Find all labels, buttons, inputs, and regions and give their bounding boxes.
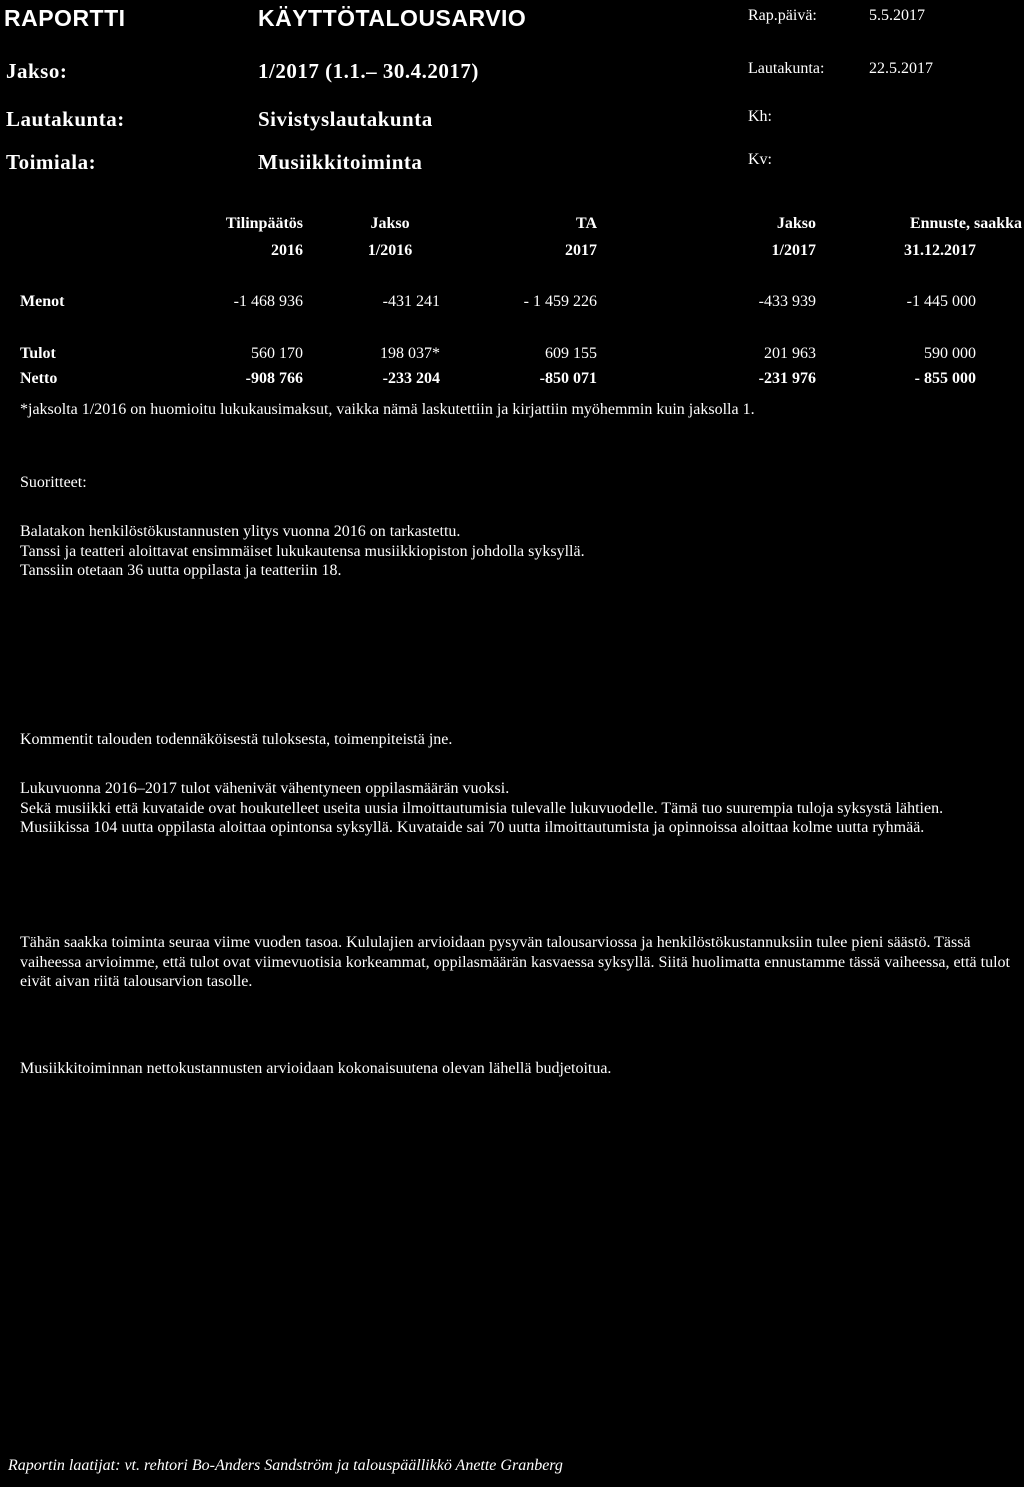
col-header-4-line1: Jakso xyxy=(776,215,816,232)
meta-lautakunta-label: Lautakunta: xyxy=(748,60,825,77)
col-header-2-line1: Jakso xyxy=(370,215,410,232)
toimiala-value: Musiikkitoiminta xyxy=(258,150,423,174)
rap-paiva-value: 5.5.2017 xyxy=(869,7,925,24)
lautakunta-label: Lautakunta: xyxy=(6,107,125,131)
report-authors: Raportin laatijat: vt. rehtori Bo-Anders Sandström ja talouspäällikkö Anette Granberg xyxy=(8,1457,563,1474)
table-footnote: *jaksolta 1/2016 on huomioitu lukukausimaksut, vaikka nämä laskutettiin ja kirjattiin myöhemmin kuin jaksolla 1. xyxy=(20,401,755,418)
jakso-label: Jakso: xyxy=(6,59,68,83)
table-cell: 560 170 xyxy=(251,345,303,362)
table-cell: -433 939 xyxy=(758,293,816,310)
report-type: KÄYTTÖTALOUSARVIO xyxy=(258,5,527,31)
col-header-5-line2: 31.12.2017 xyxy=(904,242,976,259)
report-label: RAPORTTI xyxy=(4,5,126,31)
kommentit-heading: Kommentit talouden todennäköisestä tuloksesta, toimenpiteistä jne. xyxy=(20,731,453,748)
table-cell: 609 155 xyxy=(545,345,597,362)
col-header-3-line2: 2017 xyxy=(565,242,597,259)
kv-label: Kv: xyxy=(748,151,772,168)
table-cell: 590 000 xyxy=(924,345,976,362)
list-item: Tanssiin otetaan 36 uutta oppilasta ja teatteriin 18. xyxy=(20,562,342,579)
table-cell: -231 976 xyxy=(758,370,816,387)
table-cell: -1 445 000 xyxy=(906,293,976,310)
col-header-1-line2: 2016 xyxy=(271,242,303,259)
col-header-1-line1: Tilinpäätös xyxy=(225,215,303,232)
table-cell: -1 468 936 xyxy=(233,293,303,310)
list-item: Balatakon henkilöstökustannusten ylitys vuonna 2016 on tarkastettu. xyxy=(20,523,461,540)
table-cell: -908 766 xyxy=(245,370,303,387)
lautakunta-value: Sivistyslautakunta xyxy=(258,107,433,131)
list-item: Musiikissa 104 uutta oppilasta aloittaa opintonsa syksyllä. Kuvataide sai 70 uutta ilmoittautumista ja opinnoissa aloittaa kolme uutta ryhmää. xyxy=(20,819,925,836)
col-header-2-line2: 1/2016 xyxy=(367,242,413,259)
row-label-tulot: Tulot xyxy=(20,345,56,362)
suoritteet-heading: Suoritteet: xyxy=(20,474,87,491)
table-cell: -850 071 xyxy=(539,370,597,387)
table-cell: 198 037* xyxy=(380,345,440,362)
col-header-4-line2: 1/2017 xyxy=(771,242,816,259)
kommentit-paragraph-3: Musiikkitoiminnan nettokustannusten arvioidaan kokonaisuutena olevan lähellä budjetoitua. xyxy=(20,1060,612,1077)
table-cell: - 1 459 226 xyxy=(523,293,597,310)
rap-paiva-label: Rap.päivä: xyxy=(748,7,817,24)
table-cell: - 855 000 xyxy=(914,370,976,387)
row-label-menot: Menot xyxy=(20,293,65,310)
table-cell: -233 204 xyxy=(382,370,440,387)
list-item: Sekä musiikki että kuvataide ovat houkutelleet useita uusia ilmoittautumisia tulevalle lukuvuodelle. Tämä tuo suurempia tuloja syksystä lähtien. xyxy=(20,799,944,817)
jakso-value: 1/2017 (1.1.– 30.4.2017) xyxy=(258,59,479,83)
col-header-3-line1: TA xyxy=(575,215,597,232)
row-label-netto: Netto xyxy=(20,370,58,387)
table-cell: -431 241 xyxy=(382,293,440,310)
table-cell: 201 963 xyxy=(764,345,816,362)
kh-label: Kh: xyxy=(748,108,772,125)
list-item: Tanssi ja teatteri aloittavat ensimmäiset lukukautensa musiikkiopiston johdolla syksyllä. xyxy=(20,542,585,560)
col-header-5-line1: Ennuste, saakka xyxy=(909,215,1022,232)
toimiala-label: Toimiala: xyxy=(6,150,97,174)
suoritteet-list xyxy=(20,522,1015,581)
list-item: Lukuvuonna 2016–2017 tulot vähenivät vähentyneen oppilasmäärän vuoksi. xyxy=(20,780,510,797)
meta-lautakunta-value: 22.5.2017 xyxy=(869,60,933,77)
kommentit-paragraph-1 xyxy=(20,779,1020,838)
kommentit-paragraph-2: Tähän saakka toiminta seuraa viime vuoden tasoa. Kululajien arvioidaan pysyvän talousarviossa ja henkilöstökustannuksiin tulee pieni säästö. Tässä vaiheessa arvioimme, että tulot ovat viimevuotisia korkeammat, oppilasmäärän kasvaessa syksyllä. Siitä huolimatta ennustamme tässä vaiheessa, että tulot eivät aivan riitä talousarvion tasolle. xyxy=(20,934,1010,990)
